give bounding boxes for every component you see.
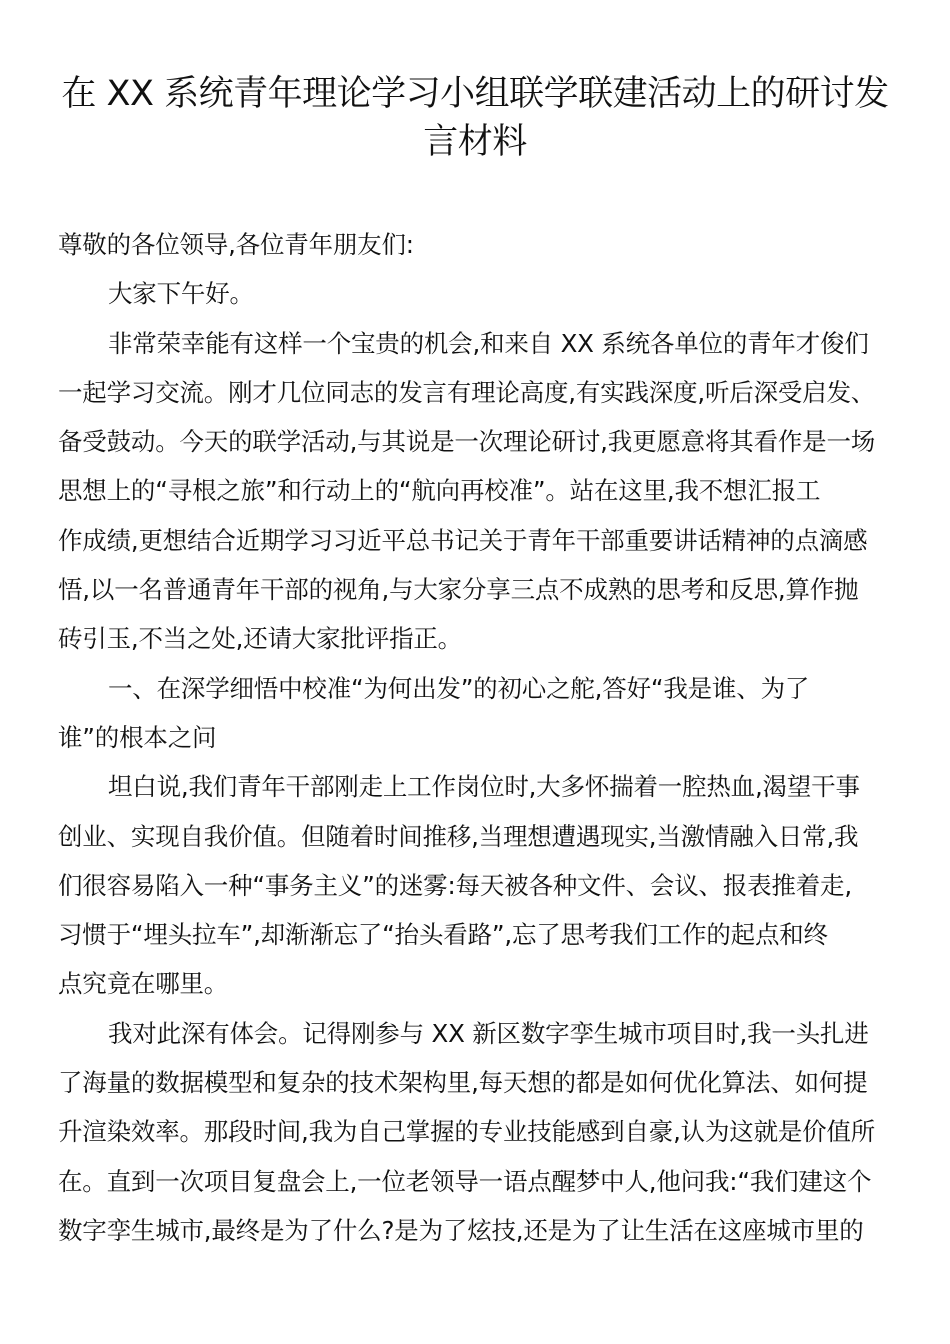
paragraph-line: 升渲染效率。那段时间,我为自己掌握的专业技能感到自豪,认为这就是价值所 xyxy=(58,1117,876,1147)
paragraph-line: 们很容易陷入一种“事务主义”的迷雾:每天被各种文件、会议、报表推着走, xyxy=(58,870,852,900)
paragraph-line: 非常荣幸能有这样一个宝贵的机会,和来自 XX 系统各单位的青年才俊们 xyxy=(108,328,869,358)
paragraph-line: 一起学习交流。刚才几位同志的发言有理论高度,有实践深度,听后深受启发、 xyxy=(58,377,876,407)
document-body xyxy=(58,220,898,1255)
title-line-2: 言材料 xyxy=(423,122,527,162)
paragraph-line: 坦白说,我们青年干部刚走上工作岗位时,大多怀揣着一腔热血,渴望干事 xyxy=(108,772,860,802)
document-title xyxy=(40,70,910,166)
paragraph-line: 创业、实现自我价值。但随着时间推移,当理想遭遇现实,当激情融入日常,我 xyxy=(58,821,859,851)
paragraph-line: 习惯于“埋头拉车”,却渐渐忘了“抬头看路”,忘了思考我们工作的起点和终 xyxy=(58,920,828,950)
paragraph-line: 我对此深有体会。记得刚参与 XX 新区数字孪生城市项目时,我一头扎进 xyxy=(108,1018,869,1048)
paragraph-line: 了海量的数据模型和复杂的技术架构里,每天想的都是如何优化算法、如何提 xyxy=(58,1068,868,1098)
paragraph-line: 思想上的“寻根之旅”和行动上的“航向再校准”。站在这里,我不想汇报工 xyxy=(58,476,821,506)
greeting: 大家下午好。 xyxy=(108,279,254,309)
title-line-1: 在 XX 系统青年理论学习小组联学联建活动上的研讨发 xyxy=(61,74,889,114)
paragraph-line: 数字孪生城市,最终是为了什么?是为了炫技,还是为了让生活在这座城市里的 xyxy=(58,1215,864,1245)
paragraph-line: 备受鼓动。今天的联学活动,与其说是一次理论研讨,我更愿意将其看作是一场 xyxy=(58,427,876,457)
paragraph-line: 悟,以一名普通青年干部的视角,与大家分享三点不成熟的思考和反思,算作抛 xyxy=(58,575,859,605)
section-heading-1-cont: 谁”的根本之问 xyxy=(58,722,217,752)
paragraph-line: 砖引玉,不当之处,还请大家批评指正。 xyxy=(58,624,462,654)
paragraph-line: 点究竟在哪里。 xyxy=(58,969,229,999)
salutation: 尊敬的各位领导,各位青年朋友们: xyxy=(58,230,414,259)
paragraph-line: 在。直到一次项目复盘会上,一位老领导一语点醒梦中人,他问我:“我们建这个 xyxy=(58,1166,872,1196)
section-heading-1: 一、在深学细悟中校准“为何出发”的初心之舵,答好“我是谁、为了 xyxy=(108,673,810,703)
paragraph-line: 作成绩,更想结合近期学习习近平总书记关于青年干部重要讲话精神的点滴感 xyxy=(58,525,868,555)
